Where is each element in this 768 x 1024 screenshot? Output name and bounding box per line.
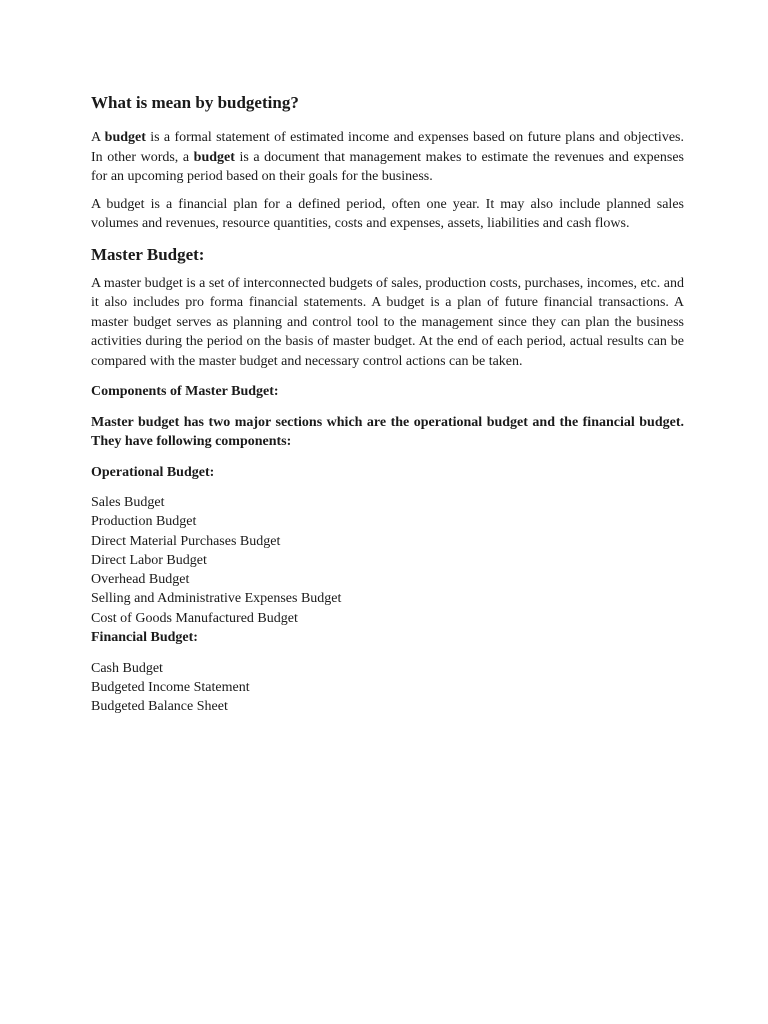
list-item: Budgeted Balance Sheet bbox=[91, 699, 228, 715]
intro-text-1: A bbox=[91, 130, 105, 145]
list-item: Cash Budget bbox=[91, 660, 163, 676]
intro-paragraph-1 bbox=[91, 128, 684, 187]
page-title: What is mean by budgeting? bbox=[91, 93, 299, 112]
components-description: Master budget has two major sections which are the operational budget and the financial budget. They have following components: bbox=[91, 414, 684, 449]
list-item: Selling and Administrative Expenses Budget bbox=[91, 591, 342, 607]
document-page bbox=[91, 92, 684, 716]
list-item: Direct Material Purchases Budget bbox=[91, 533, 281, 549]
budget-term-1: budget bbox=[104, 130, 146, 145]
financial-budget-list bbox=[91, 659, 684, 717]
financial-budget-heading: Financial Budget: bbox=[91, 630, 198, 646]
list-item: Overhead Budget bbox=[91, 572, 190, 588]
intro-text-3: is a document that management makes to estimate the revenues and expenses for an upcoming period based on their goals for the business. bbox=[91, 149, 684, 184]
list-item: Budgeted Income Statement bbox=[91, 679, 250, 695]
list-item: Production Budget bbox=[91, 514, 197, 530]
list-item: Direct Labor Budget bbox=[91, 552, 207, 568]
components-heading: Components of Master Budget: bbox=[91, 384, 279, 399]
master-budget-paragraph: A master budget is a set of interconnected budgets of sales, production costs, purchases, incomes, etc. and it also includes pro forma financial statements. A budget is a plan of future financial transactions. A master budget serves as planning and control tool to the management since they can plan the business activities during the period on the basis of master budget. At the end of each period, actual results can be compared with the master budget and necessary control actions can be taken. bbox=[91, 275, 684, 369]
operational-budget-list bbox=[91, 493, 684, 628]
list-item: Sales Budget bbox=[91, 495, 165, 510]
intro-text-2: is a formal statement of estimated income and expenses based on future plans and objectives. In other words, a bbox=[91, 130, 684, 165]
intro-paragraph-2: A budget is a financial plan for a defined period, often one year. It may also include planned sales volumes and revenues, resource quantities, costs and expenses, assets, liabilities and cash flows. bbox=[91, 196, 684, 231]
budget-term-2: budget bbox=[193, 149, 235, 165]
operational-budget-heading: Operational Budget: bbox=[91, 464, 215, 480]
list-item: Cost of Goods Manufactured Budget bbox=[91, 610, 298, 626]
master-budget-heading: Master Budget: bbox=[91, 244, 205, 264]
